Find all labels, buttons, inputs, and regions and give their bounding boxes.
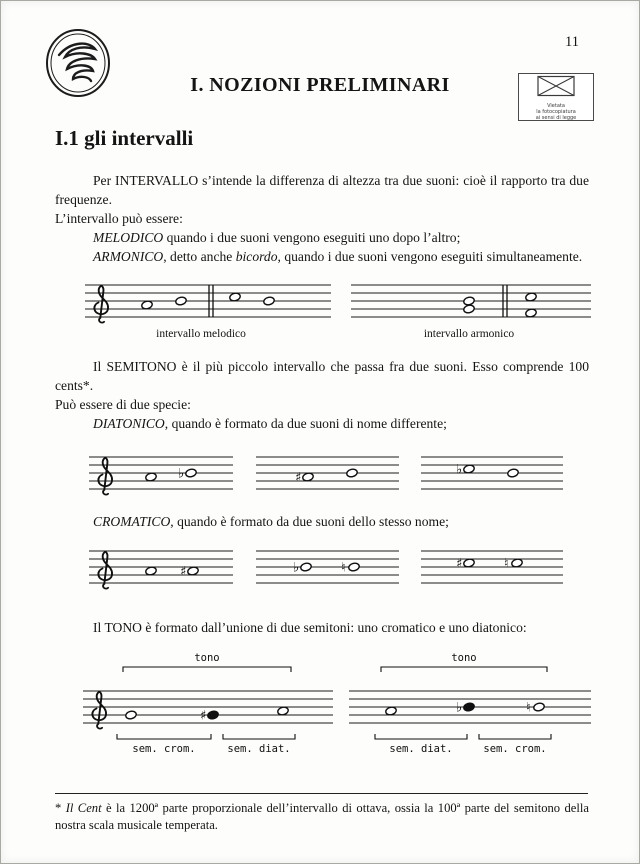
staff-diatonico-3: [421, 449, 563, 499]
note: [385, 706, 397, 716]
note: [141, 300, 153, 310]
text-run: , detto anche: [163, 249, 236, 264]
bracket: [223, 734, 295, 739]
note: [348, 562, 360, 572]
paragraph-specie: Può essere di due specie:: [55, 397, 191, 412]
note: [511, 558, 523, 568]
accidental-icon: ♮: [526, 700, 531, 716]
note: [525, 308, 537, 318]
staff-diatonico-2: [256, 449, 399, 499]
note: [125, 710, 137, 720]
footnote-asterisk: *: [55, 801, 66, 815]
accidental-icon: ♯: [180, 564, 187, 580]
note: [207, 710, 219, 720]
bracket: [123, 667, 291, 672]
label-intervallo-armonico: intervallo armonico: [423, 328, 515, 340]
text-run: è la 1200ª parte proporzionale dell’intervallo di ottava, ossia la 100ª parte del semitono della nostra scala musicale temperata.: [55, 801, 589, 832]
staff-tono-1: [83, 645, 333, 763]
bracket-label: sem. diat.: [227, 743, 291, 755]
note: [507, 468, 519, 478]
bracket: [375, 734, 467, 739]
text-run: , quando i due suoni vengono eseguiti simultaneamente.: [277, 249, 583, 264]
accidental-icon: ♭: [456, 700, 463, 716]
bracket: [479, 734, 551, 739]
stamp-text-line: ai sensi di legge: [535, 115, 577, 121]
bracket-label: sem. crom.: [132, 743, 196, 755]
note: [229, 292, 241, 302]
note: [463, 296, 475, 306]
note: [346, 468, 358, 478]
text-run: Il TONO è formato dall’unione di due semitoni: uno cromatico e uno diatonico:: [93, 620, 527, 635]
bracket: [117, 734, 211, 739]
note: [302, 472, 314, 482]
bracket-label: sem. diat.: [389, 743, 453, 755]
stamp-text-line: la fotocopiatura: [536, 109, 576, 115]
accidental-icon: ♮: [504, 556, 509, 572]
note: [463, 702, 475, 712]
staff-cromatico-1: [89, 543, 233, 593]
accidental-icon: ♯: [456, 556, 463, 572]
note: [145, 472, 157, 482]
accidental-icon: ♭: [456, 462, 463, 478]
note: [185, 468, 197, 478]
stamp-text-line: Vietata: [547, 103, 565, 109]
term-diatonico: DIATONICO: [93, 416, 165, 431]
note: [463, 558, 475, 568]
note: [277, 706, 289, 716]
term-melodico: MELODICO: [93, 230, 164, 245]
staff-armonico: [351, 277, 591, 327]
note: [175, 296, 187, 306]
text-run: , quando è formato da due suoni dello stesso nome;: [170, 514, 449, 529]
note: [463, 464, 475, 474]
accidental-icon: ♯: [295, 470, 302, 486]
note: [300, 562, 312, 572]
staff-diatonico-1: [89, 449, 233, 499]
accidental-icon: ♮: [341, 560, 346, 576]
accidental-icon: ♭: [293, 560, 300, 576]
note: [463, 304, 475, 314]
page-number: 11: [565, 34, 579, 50]
staff-melodico: [85, 277, 331, 327]
note: [145, 566, 157, 576]
accidental-icon: ♯: [200, 708, 207, 724]
note: [187, 566, 199, 576]
term-armonico: ARMONICO: [93, 249, 164, 264]
term-cent: Il Cent: [65, 801, 102, 815]
note: [533, 702, 545, 712]
bracket-label: sem. crom.: [483, 743, 547, 755]
note: [263, 296, 275, 306]
music-notation-layer: [1, 1, 640, 864]
text-run: Per INTERVALLO s’intende la differenza di altezza tra due suoni: cioè il rapporto tra due frequenze.: [55, 173, 589, 207]
paragraph-intervallo-tipi: L’intervallo può essere:: [55, 211, 183, 226]
staff-tono-2: [349, 645, 591, 763]
text-run: Il SEMITONO è il più piccolo intervallo che passa fra due suoni. Esso comprende 100 cents*.: [55, 359, 589, 393]
text-run: quando i due suoni vengono eseguiti uno dopo l’altro;: [163, 230, 461, 245]
accidental-icon: ♭: [178, 466, 185, 482]
chapter-title: I. NOZIONI PRELIMINARI: [190, 74, 450, 96]
label-intervallo-melodico: intervallo melodico: [156, 328, 246, 340]
note: [525, 292, 537, 302]
term-bicordo: bicordo: [235, 249, 278, 264]
bracket-label: tono: [451, 652, 477, 664]
staff-cromatico-2: [256, 543, 399, 593]
term-cromatico: CROMATICO: [93, 514, 171, 529]
bracket-label: tono: [194, 652, 220, 664]
text-run: , quando è formato da due suoni di nome differente;: [164, 416, 447, 431]
bracket: [381, 667, 547, 672]
section-heading: I.1 gli intervalli: [55, 126, 194, 150]
staff-cromatico-3: [421, 543, 563, 593]
